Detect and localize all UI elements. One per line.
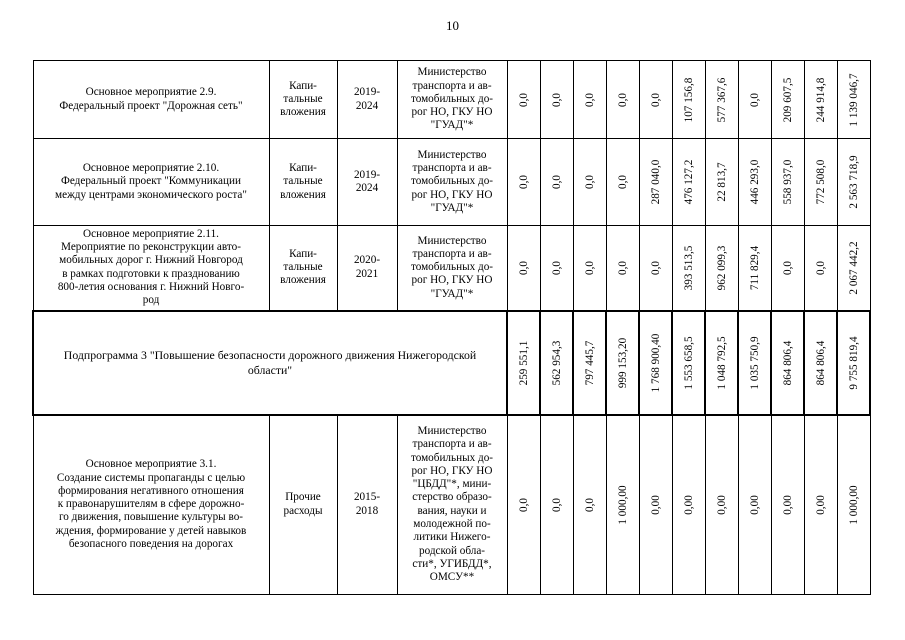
amount-cell xyxy=(573,415,606,595)
amount-cell xyxy=(771,311,804,415)
expense-category-line: вложения xyxy=(280,188,326,201)
expense-category-line: тальные xyxy=(283,92,323,105)
measure-name-line: между центрами экономического роста" xyxy=(55,188,247,201)
executor-line: вания, науки и xyxy=(417,504,487,517)
amount-cell xyxy=(573,311,606,415)
amount-value: 0,00 xyxy=(715,494,728,515)
expense-category-line: расходы xyxy=(283,504,323,517)
amount-cell xyxy=(639,139,672,226)
amount-cell xyxy=(672,139,705,226)
amount-value: 446 293,0 xyxy=(748,159,761,205)
amount-value: 476 127,2 xyxy=(682,159,695,205)
executor-cell xyxy=(397,226,507,311)
amount-cell xyxy=(804,415,837,595)
expense-category-cell xyxy=(269,139,337,226)
executor-line: родской обла- xyxy=(418,544,486,557)
period-line: 2019- xyxy=(353,86,381,99)
amount-cell xyxy=(837,226,870,311)
executor-line: транспорта и ав- xyxy=(412,438,492,451)
executor-line: стерство образо- xyxy=(412,491,492,504)
amount-value: 1 000,00 xyxy=(847,485,860,525)
amount-cell xyxy=(606,415,639,595)
amount-cell xyxy=(540,139,573,226)
amount-cell xyxy=(738,311,771,415)
measure-row xyxy=(33,139,870,226)
expense-category-line: вложения xyxy=(280,106,326,119)
amount-cell xyxy=(540,311,573,415)
amount-value: 0,0 xyxy=(517,497,530,512)
subprogram-title xyxy=(33,311,507,415)
subprogram-title-line: области" xyxy=(247,362,293,377)
amount-value: 0,0 xyxy=(649,92,662,107)
period-cell xyxy=(337,226,397,311)
measure-name-cell xyxy=(33,415,269,595)
amount-cell xyxy=(639,415,672,595)
amount-cell xyxy=(507,311,540,415)
amount-cell xyxy=(738,61,771,139)
measure-name-line: формирования негативного отношения xyxy=(58,484,244,497)
executor-line: "ЦБДД"*, мини- xyxy=(412,478,492,491)
expense-category-line: Капи- xyxy=(289,79,317,92)
amount-cell xyxy=(837,415,870,595)
amount-cell xyxy=(771,415,804,595)
expense-category-line: тальные xyxy=(283,261,323,274)
amount-value: 0,0 xyxy=(583,175,596,189)
executor-line: томобильных до- xyxy=(410,261,494,274)
amount-value: 0,0 xyxy=(517,175,530,189)
amount-cell xyxy=(738,415,771,595)
amount-value: 0,00 xyxy=(814,494,827,515)
period-line: 2018 xyxy=(355,504,379,517)
executor-cell xyxy=(397,139,507,226)
amount-cell xyxy=(573,139,606,226)
amount-cell xyxy=(705,311,738,415)
amount-value: 0,0 xyxy=(781,260,794,275)
amount-value: 0,0 xyxy=(814,260,827,275)
amount-value: 0,00 xyxy=(682,494,695,515)
measure-name-line: род xyxy=(142,294,160,307)
expense-category-line: Прочие xyxy=(285,491,321,504)
expense-category-line: вложения xyxy=(280,274,326,287)
period-line: 2019- xyxy=(353,168,381,181)
amount-value: 864 806,4 xyxy=(781,340,794,385)
executor-line: Министерство xyxy=(417,234,487,247)
executor-line: рог НО, ГКУ НО xyxy=(411,106,493,119)
amount-cell xyxy=(639,226,672,311)
measure-row xyxy=(33,226,870,311)
amount-cell xyxy=(705,226,738,311)
amount-value: 1 768 900,40 xyxy=(649,333,662,392)
amount-value: 0,0 xyxy=(748,92,761,107)
amount-value: 962 099,3 xyxy=(715,245,728,291)
expense-category-cell xyxy=(269,415,337,595)
amount-value: 259 551,1 xyxy=(517,340,530,385)
amount-cell xyxy=(672,61,705,139)
measure-name-cell xyxy=(33,226,269,311)
amount-value: 1 139 046,7 xyxy=(847,72,860,127)
amount-cell xyxy=(606,226,639,311)
amount-cell xyxy=(738,139,771,226)
amount-cell xyxy=(540,61,573,139)
period-cell xyxy=(337,139,397,226)
amount-value: 0,0 xyxy=(583,92,596,107)
amount-cell xyxy=(573,226,606,311)
executor-line: "ГУАД"* xyxy=(430,287,474,300)
amount-value: 797 445,7 xyxy=(583,340,596,385)
expense-category-cell xyxy=(269,61,337,139)
amount-cell xyxy=(507,226,540,311)
amount-cell xyxy=(672,311,705,415)
amount-cell xyxy=(507,415,540,595)
amount-cell xyxy=(771,61,804,139)
amount-cell xyxy=(837,139,870,226)
measure-name-line: Мероприятие по реконструкции авто- xyxy=(61,241,241,254)
executor-line: Министерство xyxy=(417,424,487,437)
executor-line: рог НО, ГКУ НО xyxy=(411,274,493,287)
measure-name-line: 800-летия основания г. Нижний Новго- xyxy=(57,281,245,294)
amount-value: 1 553 658,5 xyxy=(682,335,695,390)
amount-cell xyxy=(771,226,804,311)
measure-row xyxy=(33,61,870,139)
amount-value: 0,0 xyxy=(616,260,629,275)
executor-line: рог НО, ГКУ НО xyxy=(411,464,493,477)
measure-name-line: Основное мероприятие 2.11. xyxy=(83,227,219,240)
measure-name-line: Федеральный проект "Коммуникации xyxy=(61,175,241,188)
amount-cell xyxy=(639,61,672,139)
executor-line: молодежной по- xyxy=(413,518,491,531)
amount-value: 2 563 718,9 xyxy=(847,155,860,209)
executor-line: "ГУАД"* xyxy=(430,201,474,214)
subprogram-row xyxy=(33,311,870,415)
executor-line: рог НО, ГКУ НО xyxy=(411,188,493,201)
amount-value: 0,0 xyxy=(517,260,530,275)
measure-name-line: Основное мероприятие 2.10. xyxy=(82,162,220,175)
amount-value: 107 156,8 xyxy=(682,77,695,122)
subprogram-title-line: Подпрограмма 3 "Повышение безопасности дорожного движения Нижегородской xyxy=(63,347,477,362)
amount-cell xyxy=(606,311,639,415)
measure-name-line: Основное мероприятие 3.1. xyxy=(85,458,217,471)
amount-cell xyxy=(804,226,837,311)
executor-line: Министерство xyxy=(417,66,487,79)
amount-cell xyxy=(705,415,738,595)
amount-value: 1 000,00 xyxy=(616,485,629,525)
measure-name-line: безопасного поведения на дорогах xyxy=(68,537,234,550)
executor-line: томобильных до- xyxy=(410,92,494,105)
amount-cell xyxy=(507,61,540,139)
period-line: 2024 xyxy=(355,182,379,194)
amount-value: 864 806,4 xyxy=(814,340,827,385)
amount-cell xyxy=(804,139,837,226)
amount-value: 0,0 xyxy=(550,175,563,189)
executor-line: сти*, УГИБДД*, xyxy=(412,557,492,570)
measure-name-line: го движения, повышение культуры во- xyxy=(58,511,244,524)
executor-line: транспорта и ав- xyxy=(412,79,492,92)
budget-table xyxy=(32,60,871,595)
amount-value: 2 067 442,2 xyxy=(847,241,860,295)
executor-line: Министерство xyxy=(417,148,487,161)
amount-value: 0,0 xyxy=(616,92,629,107)
amount-value: 0,00 xyxy=(649,494,662,515)
amount-value: 562 954,3 xyxy=(550,340,563,385)
amount-value: 0,00 xyxy=(781,494,794,515)
measure-name-cell xyxy=(33,61,269,139)
amount-value: 1 035 750,9 xyxy=(748,335,761,390)
executor-cell xyxy=(397,415,507,595)
period-line: 2015- xyxy=(353,491,381,504)
amount-value: 209 607,5 xyxy=(781,77,794,122)
measure-name-cell xyxy=(33,139,269,226)
executor-cell xyxy=(397,61,507,139)
amount-cell xyxy=(639,311,672,415)
measure-name-line: к правонарушителям в сфере дорожно- xyxy=(57,498,245,511)
measure-name-line: в рамках подготовки к празднованию xyxy=(62,267,240,280)
amount-value: 287 040,0 xyxy=(649,159,662,205)
amount-value: 0,0 xyxy=(649,260,662,275)
period-line: 2020- xyxy=(353,254,381,267)
amount-cell xyxy=(804,61,837,139)
amount-value: 9 755 819,4 xyxy=(847,335,860,390)
executor-line: транспорта и ав- xyxy=(412,247,492,260)
measure-name-line: ждения, формирование у детей навыков xyxy=(55,524,247,537)
amount-cell xyxy=(540,226,573,311)
amount-value: 999 153,20 xyxy=(616,337,629,388)
amount-value: 244 914,8 xyxy=(814,77,827,122)
executor-line: литики Нижего- xyxy=(413,531,491,544)
amount-value: 772 508,0 xyxy=(814,159,827,205)
amount-value: 0,0 xyxy=(550,497,563,512)
expense-category-line: Капи- xyxy=(289,162,317,175)
amount-cell xyxy=(738,226,771,311)
amount-cell xyxy=(837,311,870,415)
amount-cell xyxy=(606,61,639,139)
amount-cell xyxy=(507,139,540,226)
period-line: 2021 xyxy=(355,267,379,280)
amount-cell xyxy=(771,139,804,226)
amount-cell xyxy=(606,139,639,226)
page-number: 10 xyxy=(446,18,459,33)
amount-value: 577 367,6 xyxy=(715,77,728,122)
amount-cell xyxy=(573,61,606,139)
amount-value: 393 513,5 xyxy=(682,245,695,291)
measure-name-line: Федеральный проект "Дорожная сеть" xyxy=(59,99,243,112)
period-cell xyxy=(337,415,397,595)
amount-value: 558 937,0 xyxy=(781,159,794,205)
amount-value: 0,0 xyxy=(616,175,629,189)
amount-value: 1 048 792,5 xyxy=(715,335,728,390)
amount-value: 0,0 xyxy=(583,497,596,512)
period-cell xyxy=(337,61,397,139)
amount-cell xyxy=(705,61,738,139)
executor-line: томобильных до- xyxy=(410,451,494,464)
expense-category-cell xyxy=(269,226,337,311)
executor-line: томобильных до- xyxy=(410,175,494,188)
amount-cell xyxy=(837,61,870,139)
executor-line: ОМСУ** xyxy=(429,571,475,584)
expense-category-line: Капи- xyxy=(289,247,317,260)
amount-value: 0,0 xyxy=(583,260,596,275)
amount-value: 0,00 xyxy=(748,494,761,515)
amount-cell xyxy=(540,415,573,595)
amount-cell xyxy=(672,226,705,311)
amount-cell xyxy=(672,415,705,595)
amount-cell xyxy=(705,139,738,226)
amount-value: 711 829,4 xyxy=(748,245,761,290)
measure-name-line: мобильных дорог г. Нижний Новгород xyxy=(59,254,243,267)
executor-line: "ГУАД"* xyxy=(430,119,474,132)
expense-category-line: тальные xyxy=(283,175,323,188)
measure-name-line: Создание системы пропаганды с целью xyxy=(56,471,246,484)
amount-value: 0,0 xyxy=(550,260,563,275)
executor-line: транспорта и ав- xyxy=(412,162,492,175)
amount-value: 0,0 xyxy=(550,92,563,107)
amount-cell xyxy=(804,311,837,415)
measure-name-line: Основное мероприятие 2.9. xyxy=(85,86,217,99)
amount-value: 22 813,7 xyxy=(715,162,728,202)
amount-value: 0,0 xyxy=(517,92,530,107)
period-line: 2024 xyxy=(355,99,379,112)
measure-row xyxy=(33,415,870,595)
